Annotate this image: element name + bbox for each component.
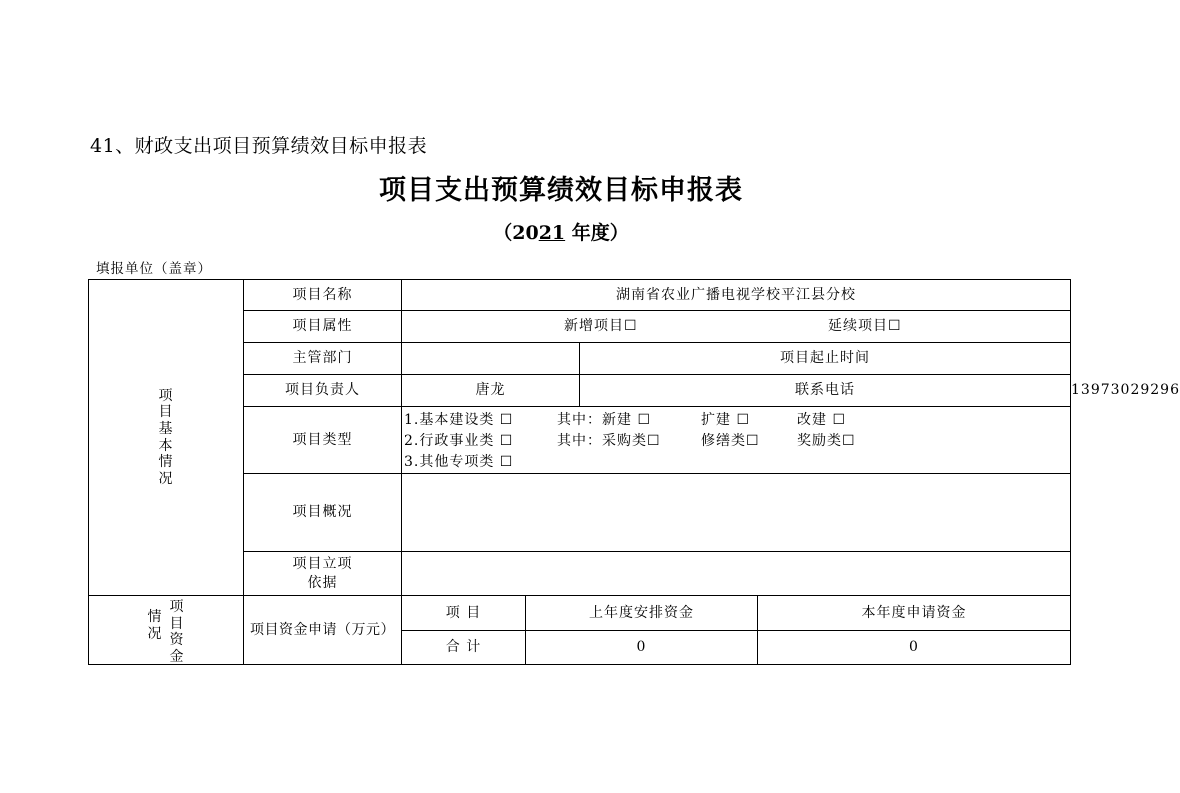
type-award[interactable]: 奖励类☐ [797,433,856,449]
type-expansion[interactable]: 扩建 ☐ [701,412,751,428]
fund-apply-label: 项目资金申请（万元） [244,596,402,665]
row-owner: 项目负责人 唐龙 联系电话 13973029296 [89,375,1071,407]
type-renovation[interactable]: 改建 ☐ [797,412,847,428]
overview-value [402,474,1071,552]
type-capital-construction[interactable]: 1.基本建设类 ☐ [404,412,514,428]
type-procurement[interactable]: 其中：采购类☐ [557,433,661,449]
filling-unit-label: 填报单位（盖章） [96,261,212,277]
type-administrative[interactable]: 2.行政事业类 ☐ [404,433,514,449]
owner-label: 项目负责人 [244,375,402,407]
phone-label: 联系电话 [580,375,1071,407]
overview-label: 项目概况 [244,474,402,552]
fund-header-this-year: 本年度申请资金 [758,596,1071,631]
project-name-label: 项目名称 [244,280,402,311]
period-label: 项目起止时间 [580,343,1071,375]
fund-total-this-year: 0 [758,631,1071,665]
fund-header-item: 项 目 [402,596,526,631]
attr-continuing-checkbox[interactable]: 延续项目☐ [828,317,902,334]
row-fund-header [89,596,1071,631]
row-project-name [89,280,1071,311]
project-name-value: 湖南省农业广播电视学校平江县分校 [402,280,1071,311]
project-type-label: 项目类型 [244,407,402,474]
department-label: 主管部门 [244,343,402,375]
department-value [402,343,580,375]
declaration-form-table [88,279,1180,665]
document-number-title: 41、财政支出项目预算绩效目标申报表 [90,135,428,157]
year-close: 年度） [565,222,629,244]
fund-header-last-year: 上年度安排资金 [526,596,758,631]
project-type-options [402,407,1071,474]
year-line [0,218,1122,245]
project-attribute-label: 项目属性 [244,311,402,343]
form-title: 项目支出预算绩效目标申报表 [379,175,743,206]
fund-section-label: 项 目 资 金 情 况 [89,596,244,665]
year-open: （20 [493,222,539,244]
type-new-build[interactable]: 其中：新建 ☐ [557,412,652,428]
basis-label: 项目立项 依据 [244,552,402,596]
fund-total-last-year: 0 [526,631,758,665]
basis-value [402,552,1071,596]
owner-value: 唐龙 [402,375,580,407]
type-other-special[interactable]: 3.其他专项类 ☐ [404,454,514,470]
type-repair[interactable]: 修缮类☐ [701,433,760,449]
project-attribute-value [402,311,1071,343]
attr-new-checkbox[interactable]: 新增项目☐ [564,317,638,334]
year-number: 21 [538,222,566,244]
basic-info-section-label: 项 目 基 本 情 况 [89,280,244,596]
fund-total-label: 合 计 [402,631,526,665]
